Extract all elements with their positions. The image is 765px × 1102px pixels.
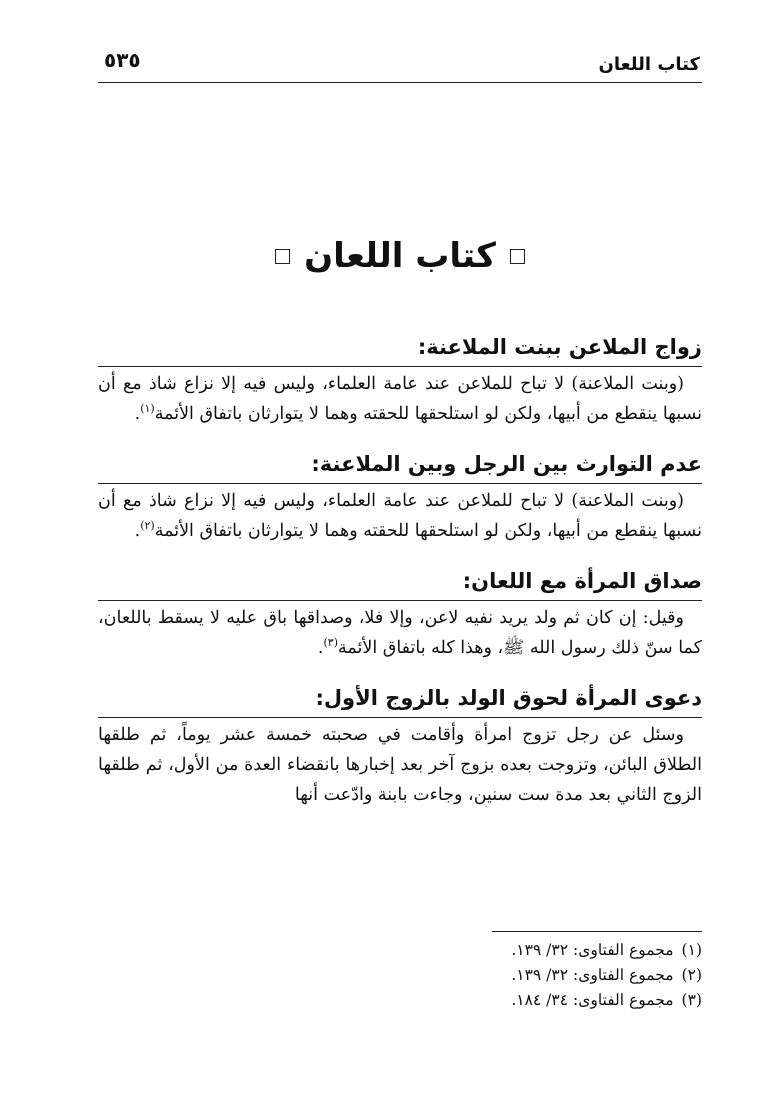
footnote-text: مجموع الفتاوى: ٣٤/ ١٨٤. <box>511 991 674 1009</box>
square-box-icon <box>275 249 290 264</box>
footnote-text: مجموع الفتاوى: ٣٢/ ١٣٩. <box>511 966 674 984</box>
section-paragraph: وقيل: إن كان ثم ولد يريد نفيه لاعن، وإلا فلا، وصداقها باق عليه لا يسقط باللعان، كما سنّ ذلك رسول الله ﷺ، وهذا كله باتفاق الأئمة$^{(٣)}$. <box>98 608 702 658</box>
section-heading: عدم التوارث بين الرجل وبين الملاعنة: <box>98 447 702 484</box>
square-box-icon <box>510 249 525 264</box>
footnote-text: مجموع الفتاوى: ٣٢/ ١٣٩. <box>511 941 674 959</box>
header-title: كتاب اللعان <box>598 54 700 75</box>
section-heading: زواج الملاعن ببنت الملاعنة: <box>98 330 702 367</box>
footnote-ref: (١) <box>140 402 155 416</box>
section-inheritance <box>98 447 702 546</box>
section-paragraph: (وبنت الملاعنة) لا تباح للملاعن عند عامة العلماء، وليس فيه إلا نزاع شاذ مع أن نسبها ينقطع من أبيها، ولكن لو استلحقها للحقته وهما لا يتوارثان باتفاق الأئمة$^{(١)}$. <box>98 374 702 424</box>
footnote-item <box>98 963 702 988</box>
footnote-number: (٣) <box>681 991 702 1009</box>
book-title-text: كتاب اللعان <box>304 236 496 276</box>
footnote-item <box>98 938 702 963</box>
footnote-number: (١) <box>681 941 702 959</box>
footnote-divider <box>492 931 702 932</box>
book-title <box>98 236 702 276</box>
running-header <box>98 40 702 83</box>
section-paternity-claim <box>98 681 702 810</box>
page-number: ٥٣٥ <box>104 48 141 72</box>
content <box>98 330 702 828</box>
footnote-number: (٢) <box>681 966 702 984</box>
footnotes <box>98 938 702 1013</box>
section-paragraph: (وبنت الملاعنة) لا تباح للملاعن عند عامة العلماء، وليس فيه إلا نزاع شاذ مع أن نسبها ينقطع من أبيها، ولكن لو استلحقها للحقته وهما لا يتوارثان باتفاق الأئمة$^{(٢)}$. <box>98 491 702 541</box>
section-dowry <box>98 564 702 663</box>
page <box>98 40 702 1080</box>
section-marriage <box>98 330 702 429</box>
section-paragraph: وسئل عن رجل تزوج امرأة وأقامت في صحبته خمسة عشر يوماً، ثم طلقها الطلاق البائن، وتزوجت بعده بزوج آخر بعد إخبارها بانقضاء العدة من الأول، ثم طلقها الزوج الثاني بعد مدة ست سنين، وجاءت بابنة وادّعت أنها <box>98 725 702 805</box>
section-heading: صداق المرأة مع اللعان: <box>98 564 702 601</box>
footnote-item <box>98 988 702 1013</box>
footnote-ref: (٣) <box>323 636 338 650</box>
section-heading: دعوى المرأة لحوق الولد بالزوج الأول: <box>98 681 702 718</box>
footnote-ref: (٢) <box>140 519 155 533</box>
